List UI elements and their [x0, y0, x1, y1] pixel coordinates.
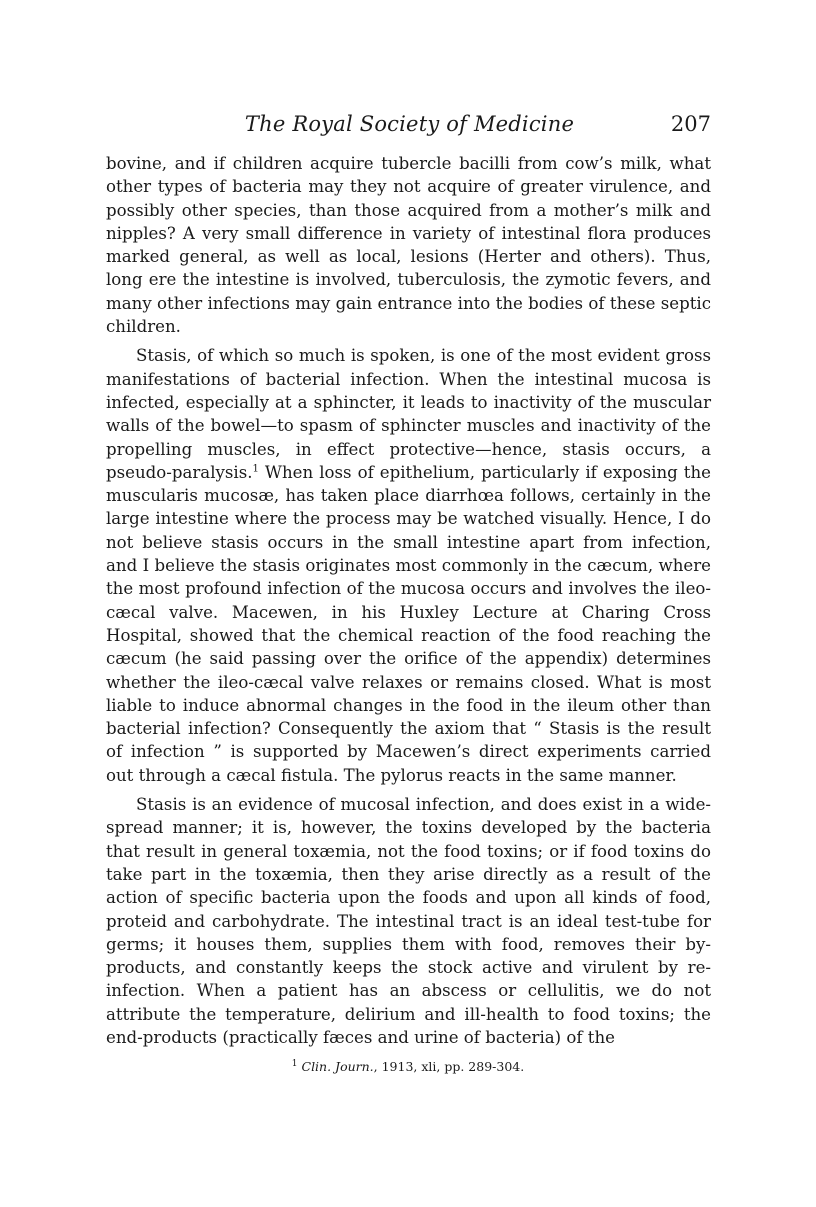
running-title: The Royal Society of Medicine	[244, 112, 575, 136]
footnote	[0, 1059, 816, 1074]
footnote-source: Clin. Journ.	[301, 1059, 374, 1075]
running-head	[108, 112, 711, 142]
page-number: 207	[670, 112, 711, 136]
footnote-mark: 1	[291, 1059, 298, 1069]
paragraph-2-part-a: Stasis, of which so much is spoken, is one of the most evident gross manifestations of bacterial infection. When the intestinal mucosa is infected, especially at a sphincter, it leads to inactivity of the muscular walls of the bowel—to spasm of sphincter muscles and inactivity of the propelling muscles, in effect protective—hence, stasis occurs, a pseudo-paralysis.	[106, 346, 711, 482]
footnote-citation: , 1913, xli, pp. 289-304.	[373, 1059, 525, 1075]
paragraph-2-part-b: When loss of epithelium, particularly if exposing the muscularis mucosæ, has taken place diarrhœa follows, certainly in the large intestine where the process may be watched visually. Hence, I do not believe stasis occurs in the small intestine apart from infection, and I believe the stasis originates most commonly in the cæcum, where the most profound infection of the mucosa occurs and involves the ileo-cæcal valve. Macewen, in his Huxley Lecture at Charing Cross Hospital, showed that the chemical reaction of the food reaching the cæcum (he said passing over the orifice of the appendix) determines whether the ileo-cæcal valve relaxes or remains closed. What is most liable to induce abnormal changes in the food in the ileum other than bacterial infection? Consequently the axiom that “ Stasis is the result of infection ” is supported by Macewen’s direct experiments carried out through a cæcal fistula. The pylorus reacts in the same manner.	[106, 462, 711, 785]
paragraph-1: bovine, and if children acquire tubercle bacilli from cow’s milk, what other types of bacteria may they not acquire of greater virulence, and possibly other species, than those acquired from a mother’s milk and nipples? A very small difference in variety of intestinal flora produces marked general, as well as local, lesions (Herter and others). Thus, long ere the intestine is involved, tuberculosis, the zymotic fevers, and many other infections may gain entrance into the bodies of these septic children.	[106, 154, 711, 337]
paragraph-3: Stasis is an evidence of mucosal infection, and does exist in a wide-spread manner; it is, however, the toxins developed by the bacteria that result in general toxæmia, not the food toxins; or if food toxins do take part in the toxæmia, then they arise directly as a result of the action of specific bacteria upon the foods and upon all kinds of food, proteid and carbohydrate. The intestinal tract is an ideal test-tube for germs; it houses them, supplies them with food, removes their by-products, and constantly keeps the stock active and virulent by re-infection. When a patient has an abscess or cellulitis, we do not attribute the temperature, delirium and ill-health to food toxins; the end-products (practically fæces and urine of bacteria) of the	[106, 795, 711, 1047]
body-text	[106, 152, 711, 1049]
footnote-reference[interactable]: 1	[252, 463, 259, 475]
paragraph-2	[106, 344, 711, 787]
